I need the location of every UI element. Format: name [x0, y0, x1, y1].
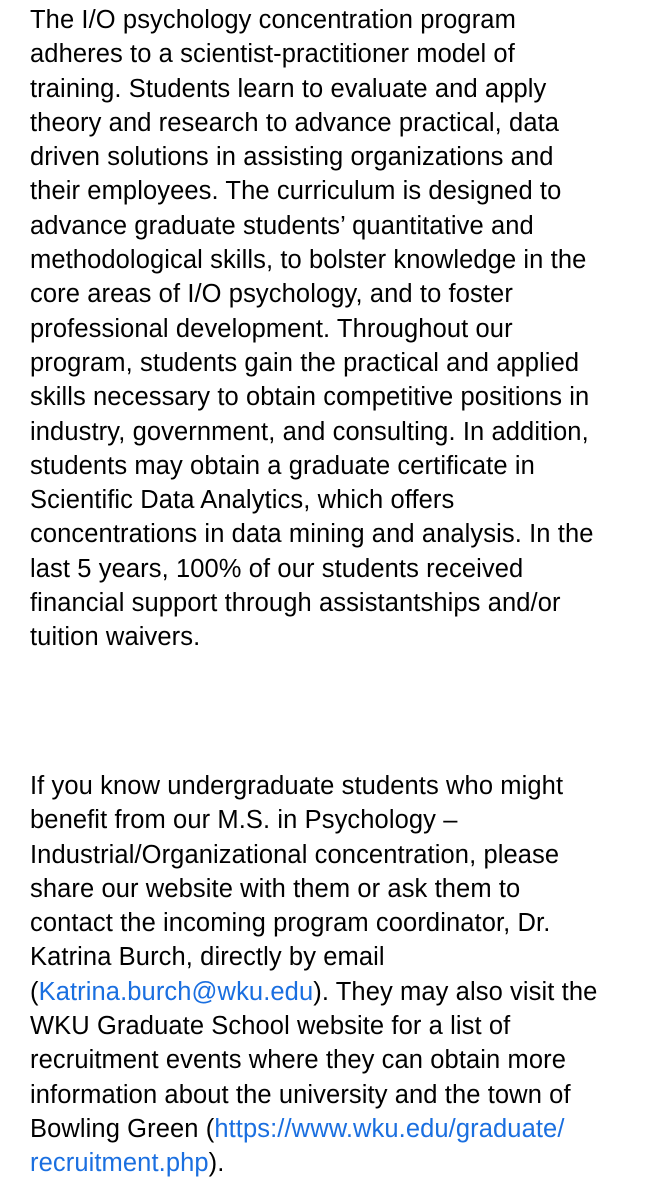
text-line: concentrations in data mining and analysis. In the — [30, 520, 594, 549]
recruitment-url-link-continued[interactable]: recruitment.php — [30, 1149, 209, 1178]
recruitment-url-link[interactable]: https://www.wku.edu/graduate/ — [214, 1114, 565, 1143]
text-line: Scientific Data Analytics, which offers — [30, 486, 455, 515]
text-line: recruitment events where they can obtain more — [30, 1046, 567, 1075]
text-line: core areas of I/O psychology, and to foster — [30, 280, 513, 309]
text-line: share our website with them or ask them to — [30, 874, 521, 903]
text-line: industry, government, and consulting. In addition, — [30, 417, 589, 446]
email-trailing-text: ). They may also visit the — [313, 977, 598, 1006]
text-line: Industrial/Organizational concentration, please — [30, 840, 560, 869]
text-line: WKU Graduate School website for a list of — [30, 1012, 511, 1041]
url-line-continued — [30, 1146, 597, 1180]
text-line: The I/O psychology concentration program — [30, 6, 516, 34]
text-line: financial support through assistantships and/or — [30, 589, 561, 618]
recruitment-paragraph — [30, 769, 597, 1181]
text-line: driven solutions in assisting organizations and — [30, 143, 554, 172]
text-line: program, students gain the practical and applied — [30, 348, 580, 377]
url-trailing-text: ). — [208, 1149, 225, 1178]
text-line: theory and research to advance practical, data — [30, 108, 560, 137]
email-line — [30, 975, 597, 1009]
text-line: advance graduate students’ quantitative and — [30, 211, 534, 240]
text-line: benefit from our M.S. in Psychology – — [30, 806, 458, 835]
email-open-paren: ( — [30, 977, 39, 1006]
text-line: students may obtain a graduate certificate in — [30, 451, 535, 480]
text-line: adheres to a scientist-practitioner model of — [30, 40, 515, 69]
text-line: their employees. The curriculum is designed to — [30, 177, 562, 206]
text-line: last 5 years, 100% of our students received — [30, 554, 524, 583]
text-line: professional development. Throughout our — [30, 314, 513, 343]
text-line: Katrina Burch, directly by email — [30, 943, 385, 972]
text-line: methodological skills, to bolster knowledge in the — [30, 246, 587, 275]
text-line: tuition waivers. — [30, 623, 201, 652]
url-leading-text: Bowling Green ( — [30, 1114, 215, 1143]
text-line: skills necessary to obtain competitive positions in — [30, 383, 590, 412]
text-line: contact the incoming program coordinator, Dr. — [30, 909, 551, 938]
text-line: If you know undergraduate students who might — [30, 772, 564, 800]
text-line: information about the university and the town of — [30, 1080, 571, 1109]
url-line — [30, 1112, 597, 1146]
program-description-paragraph — [30, 3, 594, 655]
email-link[interactable]: Katrina.burch@wku.edu — [38, 977, 314, 1006]
text-line: training. Students learn to evaluate and apply — [30, 74, 547, 103]
